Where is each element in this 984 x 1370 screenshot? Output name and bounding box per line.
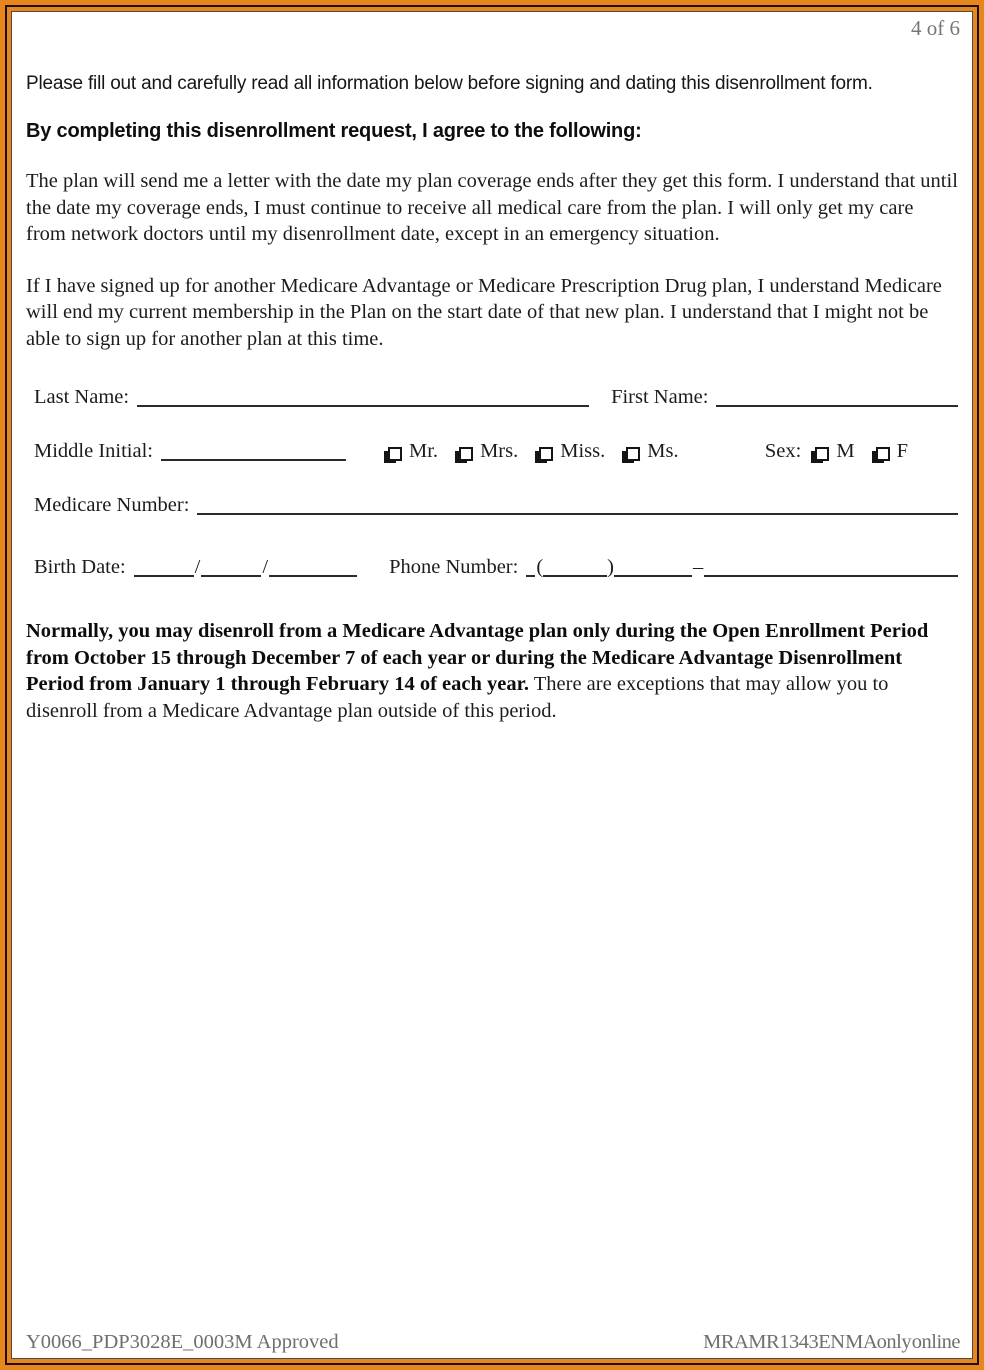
title-miss-label: Miss. bbox=[560, 440, 606, 462]
name-row bbox=[34, 384, 958, 411]
paragraph-new-plan: If I have signed up for another Medicare Advantage or Medicare Prescription Drug plan, I understand Medicare will end my current membership in the Plan on the start date of that new plan. I understand that I might not be able to sign up for another plan at this time. bbox=[26, 274, 942, 350]
title-options-group bbox=[384, 438, 696, 465]
sex-option-f bbox=[872, 438, 908, 465]
checkbox-miss-icon[interactable] bbox=[535, 447, 553, 463]
sex-m-label: M bbox=[836, 440, 855, 462]
sex-options-group bbox=[765, 438, 908, 465]
birth-year-field-line[interactable] bbox=[269, 574, 357, 577]
title-option-miss bbox=[535, 438, 605, 465]
date-separator: / bbox=[194, 556, 201, 578]
checkbox-ms-icon[interactable] bbox=[622, 447, 640, 463]
title-ms-label: Ms. bbox=[647, 440, 679, 462]
sex-f-label: F bbox=[896, 440, 908, 462]
page-border-inner-line bbox=[5, 5, 979, 1365]
first-name-label: First Name: bbox=[611, 386, 709, 408]
medicare-number-field-line[interactable] bbox=[197, 512, 958, 515]
birth-date-label: Birth Date: bbox=[34, 556, 126, 578]
footer-approval-code: Y0066_PDP3028E_0003M Approved bbox=[26, 1331, 339, 1353]
phone-prefix-line[interactable] bbox=[526, 574, 535, 577]
medicare-number-row bbox=[34, 492, 958, 519]
middle-initial-label: Middle Initial: bbox=[34, 440, 153, 462]
checkbox-female-icon[interactable] bbox=[872, 447, 890, 463]
title-mr-label: Mr. bbox=[409, 440, 439, 462]
last-name-label: Last Name: bbox=[34, 386, 130, 408]
first-name-field-line[interactable] bbox=[716, 404, 958, 407]
birth-day-field-line[interactable] bbox=[201, 574, 261, 577]
page-number: 4 of 6 bbox=[911, 16, 960, 40]
blank-space bbox=[24, 724, 960, 1331]
phone-number-label: Phone Number: bbox=[389, 556, 519, 578]
checkbox-mr-icon[interactable] bbox=[384, 447, 402, 463]
checkbox-mrs-icon[interactable] bbox=[455, 447, 473, 463]
birth-month-field-line[interactable] bbox=[134, 574, 194, 577]
checkbox-male-icon[interactable] bbox=[811, 447, 829, 463]
middle-initial-field-line[interactable] bbox=[161, 458, 346, 461]
footer-material-id: MRAMR1343EN MA only online bbox=[703, 1331, 960, 1353]
page-border-inner-orange bbox=[7, 7, 977, 1363]
phone-area-code-line[interactable] bbox=[543, 574, 607, 577]
birthdate-phone-row bbox=[34, 546, 958, 581]
title-option-mrs bbox=[455, 438, 518, 465]
intro-instruction: Please fill out and carefully read all information below before signing and dating this disenrollment form. bbox=[26, 73, 873, 94]
last-name-field-line[interactable] bbox=[137, 404, 589, 407]
date-separator: / bbox=[262, 556, 269, 578]
personal-info-form bbox=[24, 384, 960, 581]
notice-regular-text: There are exceptions that may allow you to disenroll from a Medicare Advantage plan outside of this period. bbox=[26, 673, 889, 722]
disenrollment-period-notice bbox=[26, 618, 958, 724]
title-mrs-label: Mrs. bbox=[480, 440, 519, 462]
phone-last-digits-line[interactable] bbox=[704, 574, 958, 577]
phone-close-paren: ) bbox=[607, 556, 614, 578]
medicare-number-label: Medicare Number: bbox=[34, 494, 190, 516]
sex-label: Sex: bbox=[764, 440, 802, 462]
page-content bbox=[11, 11, 973, 1359]
title-row bbox=[34, 438, 958, 465]
notice-bold-text: Normally, you may disenroll from a Medicare Advantage plan only during the Open Enrollment Period from October 15 through December 7 of each year or during the Medicare Advantage Disenrollment Period from January 1 through February 14 of each year. bbox=[26, 620, 929, 695]
agree-heading: By completing this disenrollment request, I agree to the following: bbox=[26, 120, 642, 142]
title-option-mr bbox=[384, 438, 438, 465]
sex-option-m bbox=[811, 438, 854, 465]
phone-open-paren: ( bbox=[536, 556, 544, 578]
phone-dash: – bbox=[692, 556, 704, 578]
paragraph-coverage-ends: The plan will send me a letter with the date my plan coverage ends after they get this form. I understand that until the date my coverage ends, I must continue to receive all medical care from the plan. I will only get my care from network doctors until my disenrollment date, except in an emergency situation. bbox=[26, 170, 958, 245]
page-footer bbox=[26, 1331, 960, 1354]
title-option-ms bbox=[622, 438, 678, 465]
phone-exchange-line[interactable] bbox=[614, 574, 692, 577]
